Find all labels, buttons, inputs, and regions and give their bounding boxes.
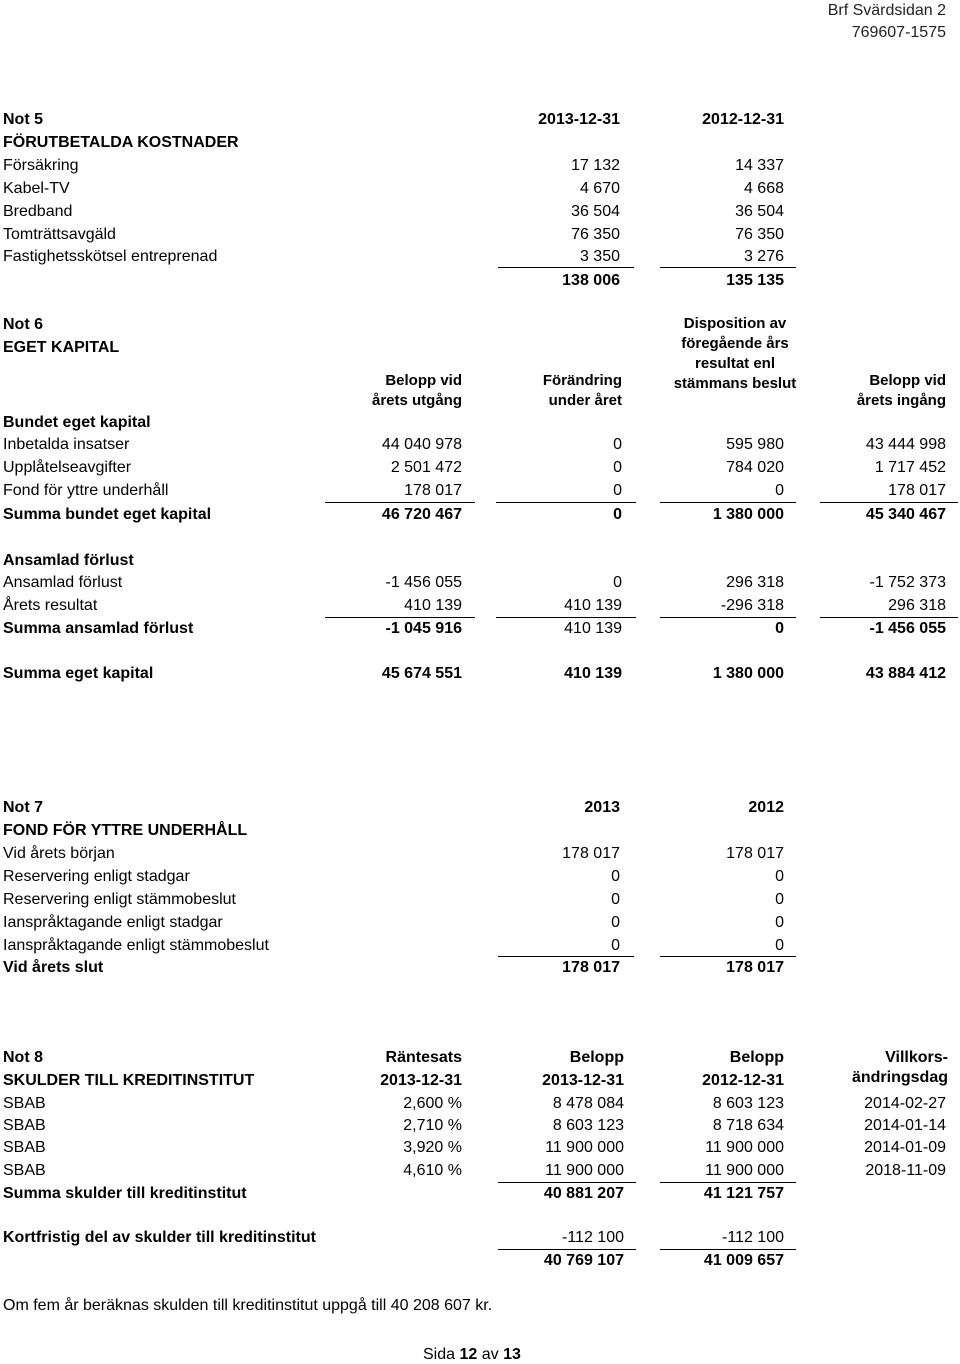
- not8-title: Not 8: [3, 1049, 43, 1066]
- footer-sep: av: [481, 1346, 499, 1363]
- header-line: Villkors-: [885, 1049, 948, 1066]
- footer-page: 12: [459, 1346, 478, 1363]
- not7-cell: 0: [775, 891, 784, 908]
- not6-cell: 296 318: [726, 574, 784, 591]
- not6-title: Not 6: [3, 316, 43, 333]
- not6-cell: 178 017: [404, 482, 462, 499]
- not6-row-label: Upplåtelseavgifter: [3, 459, 132, 476]
- not6-cell: 410 139: [564, 597, 622, 614]
- not6-cell: 0: [613, 459, 622, 476]
- footer-total: 13: [503, 1346, 521, 1363]
- not7-col1-header: 2013: [584, 799, 620, 816]
- not8-date: 2018-11-09: [865, 1162, 946, 1179]
- not6-col3-header: [660, 314, 810, 394]
- not7-cell: 178 017: [562, 845, 620, 862]
- header-line: 2012-12-31: [702, 1072, 784, 1089]
- not8-net-cell: 40 769 107: [543, 1252, 624, 1269]
- not6-sum-cell: 0: [613, 506, 622, 523]
- not6-sum-cell: 46 720 467: [381, 506, 462, 523]
- not8-row-label: SBAB: [3, 1139, 46, 1156]
- not6-cell: 0: [613, 574, 622, 591]
- not5-row-label: Fastighetsskötsel entreprenad: [3, 248, 218, 265]
- not8-row-label: SBAB: [3, 1117, 46, 1134]
- not5-row-label: Bredband: [3, 203, 73, 220]
- not8-rate: 4,610 %: [403, 1162, 462, 1179]
- header-line: resultat enl: [694, 355, 776, 372]
- not8-rate: 2,710 %: [403, 1117, 462, 1134]
- not6-cell: 410 139: [404, 597, 462, 614]
- not7-row-label: Reservering enligt stämmobeslut: [3, 891, 236, 908]
- sum-rule: [498, 956, 634, 957]
- not5-total: 138 006: [562, 272, 620, 289]
- not6-heading: EGET KAPITAL: [3, 339, 120, 356]
- not6-total-label: Summa eget kapital: [3, 665, 154, 682]
- not6-row-label: Inbetalda insatser: [3, 436, 130, 453]
- header-line: årets ingång: [856, 392, 946, 409]
- not8-rate: 3,920 %: [403, 1139, 462, 1156]
- not6-cell: 44 040 978: [381, 436, 462, 453]
- not8-colA-header: [330, 1048, 462, 1091]
- not5-row-value: 4 670: [579, 180, 620, 197]
- not8-sum-cell: 40 881 207: [543, 1185, 624, 1202]
- not7-row-label: Ianspråktagande enligt stadgar: [3, 914, 223, 931]
- not5-row-value: 3 276: [743, 248, 784, 265]
- not6-cell: -296 318: [720, 597, 784, 614]
- not5-row-value: 36 504: [571, 203, 620, 220]
- sum-rule: [660, 617, 796, 618]
- not6-cell: 1 717 452: [874, 459, 946, 476]
- not7-row-label: Vid årets början: [3, 845, 115, 862]
- not5-row-value: 76 350: [735, 226, 784, 243]
- not7-row-label: Ianspråktagande enligt stämmobeslut: [3, 937, 269, 954]
- not5-row-value: 36 504: [735, 203, 784, 220]
- header-line: Belopp: [569, 1049, 624, 1066]
- not8-row-label: SBAB: [3, 1095, 46, 1112]
- not6-sum-cell: -1 456 055: [869, 620, 946, 637]
- not7-cell: 0: [611, 891, 620, 908]
- footer-prefix: Sida: [423, 1346, 456, 1363]
- not6-row-label: Årets resultat: [3, 597, 98, 614]
- not8-amount: 11 900 000: [545, 1162, 624, 1179]
- not6-sum-cell: 1 380 000: [712, 506, 784, 523]
- not5-row-value: 14 337: [735, 157, 784, 174]
- not8-rate: 2,600 %: [403, 1095, 462, 1112]
- not6-cell: 784 020: [726, 459, 784, 476]
- sum-rule: [660, 1182, 796, 1183]
- header-line: Förändring: [542, 372, 622, 389]
- not8-date: 2014-01-14: [864, 1117, 946, 1134]
- not5-total: 135 135: [726, 272, 784, 289]
- not5-col2-header: 2012-12-31: [702, 111, 784, 128]
- not8-short-cell: -112 100: [562, 1229, 624, 1246]
- not6-cell: 0: [775, 482, 784, 499]
- not8-note: Om fem år beräknas skulden till kreditinstitut uppgå till 40 208 607 kr.: [3, 1297, 493, 1314]
- not6-sum-cell: 0: [775, 620, 784, 637]
- header-line: Belopp: [729, 1049, 784, 1066]
- header-line: stämmans beslut: [673, 375, 797, 392]
- not7-cell: 0: [611, 937, 620, 954]
- not5-row-label: Tomträttsavgäld: [3, 226, 116, 243]
- not8-amount: 8 718 634: [712, 1117, 784, 1134]
- not5-row-label: Försäkring: [3, 157, 79, 174]
- not8-row-label: SBAB: [3, 1162, 46, 1179]
- not8-amount: 8 603 123: [552, 1117, 624, 1134]
- forlust-sum-label: Summa ansamlad förlust: [3, 620, 194, 637]
- page-header: [828, 0, 946, 44]
- not7-total-cell: 178 017: [726, 959, 784, 976]
- bundet-heading: Bundet eget kapital: [3, 414, 151, 431]
- not6-row-label: Fond för yttre underhåll: [3, 482, 169, 499]
- not5-row-value: 3 350: [579, 248, 620, 265]
- not7-cell: 178 017: [726, 845, 784, 862]
- sum-rule: [820, 617, 958, 618]
- not8-amount: 11 900 000: [705, 1139, 784, 1156]
- not8-date: 2014-01-09: [864, 1139, 946, 1156]
- not8-sum-cell: 41 121 757: [703, 1185, 784, 1202]
- not6-cell: 178 017: [888, 482, 946, 499]
- sum-rule: [496, 502, 636, 503]
- org-number: 769607-1575: [851, 24, 946, 41]
- sum-rule: [660, 267, 796, 268]
- not8-colB-header: [490, 1048, 624, 1091]
- sum-rule: [660, 502, 796, 503]
- header-line: Disposition av: [683, 315, 787, 332]
- not6-sum-cell: -1 045 916: [385, 620, 462, 637]
- not6-col1-header: [330, 371, 462, 411]
- not6-cell: -1 752 373: [869, 574, 946, 591]
- sum-rule: [498, 1249, 636, 1250]
- not6-cell: 0: [613, 482, 622, 499]
- not7-col2-header: 2012: [748, 799, 784, 816]
- not6-row-label: Ansamlad förlust: [3, 574, 123, 591]
- not6-cell: 0: [613, 436, 622, 453]
- header-line: Belopp vid: [385, 372, 462, 389]
- not7-heading: FOND FÖR YTTRE UNDERHÅLL: [3, 822, 248, 839]
- header-line: 2013-12-31: [542, 1072, 624, 1089]
- header-line: 2013-12-31: [380, 1072, 462, 1089]
- not8-amount: 11 900 000: [545, 1139, 624, 1156]
- not7-cell: 0: [775, 914, 784, 931]
- not8-amount: 11 900 000: [705, 1162, 784, 1179]
- not6-sum-cell: 45 340 467: [865, 506, 946, 523]
- header-line: Räntesats: [385, 1049, 462, 1066]
- header-line: ändringsdag: [851, 1069, 948, 1086]
- not8-short-cell: -112 100: [722, 1229, 784, 1246]
- not6-col2-header: [490, 371, 622, 411]
- not8-sum-label: Summa skulder till kreditinstitut: [3, 1185, 247, 1202]
- header-line: Belopp vid: [869, 372, 946, 389]
- not5-title: Not 5: [3, 111, 43, 128]
- not8-colC-header: [650, 1048, 784, 1091]
- not5-row-label: Kabel-TV: [3, 180, 70, 197]
- not6-cell: -1 456 055: [385, 574, 462, 591]
- not8-date: 2014-02-27: [864, 1095, 946, 1112]
- not5-col1-header: 2013-12-31: [538, 111, 620, 128]
- not6-total-cell: 410 139: [564, 665, 622, 682]
- not6-cell: 2 501 472: [390, 459, 462, 476]
- not8-colD-header: [810, 1048, 948, 1088]
- not5-heading: FÖRUTBETALDA KOSTNADER: [3, 134, 239, 151]
- sum-rule: [660, 956, 796, 957]
- header-line: föregående års: [681, 335, 789, 352]
- not8-amount: 8 478 084: [552, 1095, 624, 1112]
- not6-cell: 296 318: [888, 597, 946, 614]
- org-name: Brf Svärdsidan 2: [827, 2, 946, 19]
- not5-row-value: 17 132: [571, 157, 620, 174]
- not8-amount: 8 603 123: [712, 1095, 784, 1112]
- page-footer: [423, 1346, 521, 1364]
- not7-cell: 0: [775, 868, 784, 885]
- not7-row-label: Reservering enligt stadgar: [3, 868, 190, 885]
- not8-short-label: Kortfristig del av skulder till kreditinstitut: [3, 1229, 316, 1246]
- sum-rule: [325, 502, 475, 503]
- not6-total-cell: 45 674 551: [381, 665, 462, 682]
- not7-title: Not 7: [3, 799, 43, 816]
- not6-cell: 595 980: [726, 436, 784, 453]
- not7-cell: 0: [611, 868, 620, 885]
- not6-col4-header: [810, 371, 946, 411]
- not7-total-cell: 178 017: [562, 959, 620, 976]
- not6-total-cell: 1 380 000: [712, 665, 784, 682]
- not5-row-value: 76 350: [571, 226, 620, 243]
- header-line: under året: [548, 392, 622, 409]
- not6-sum-cell: 410 139: [564, 620, 622, 637]
- not7-total-label: Vid årets slut: [3, 959, 104, 976]
- sum-rule: [660, 1249, 796, 1250]
- not7-cell: 0: [611, 914, 620, 931]
- header-line: årets utgång: [371, 392, 462, 409]
- sum-rule: [498, 267, 634, 268]
- not6-total-cell: 43 884 412: [865, 665, 946, 682]
- not8-net-cell: 41 009 657: [703, 1252, 784, 1269]
- bundet-sum-label: Summa bundet eget kapital: [3, 506, 212, 523]
- sum-rule: [820, 502, 958, 503]
- sum-rule: [498, 1182, 636, 1183]
- not8-heading: SKULDER TILL KREDITINSTITUT: [3, 1072, 255, 1089]
- sum-rule: [325, 617, 475, 618]
- sum-rule: [496, 617, 636, 618]
- not5-row-value: 4 668: [743, 180, 784, 197]
- forlust-heading: Ansamlad förlust: [3, 552, 134, 569]
- not6-cell: 43 444 998: [865, 436, 946, 453]
- not7-cell: 0: [775, 937, 784, 954]
